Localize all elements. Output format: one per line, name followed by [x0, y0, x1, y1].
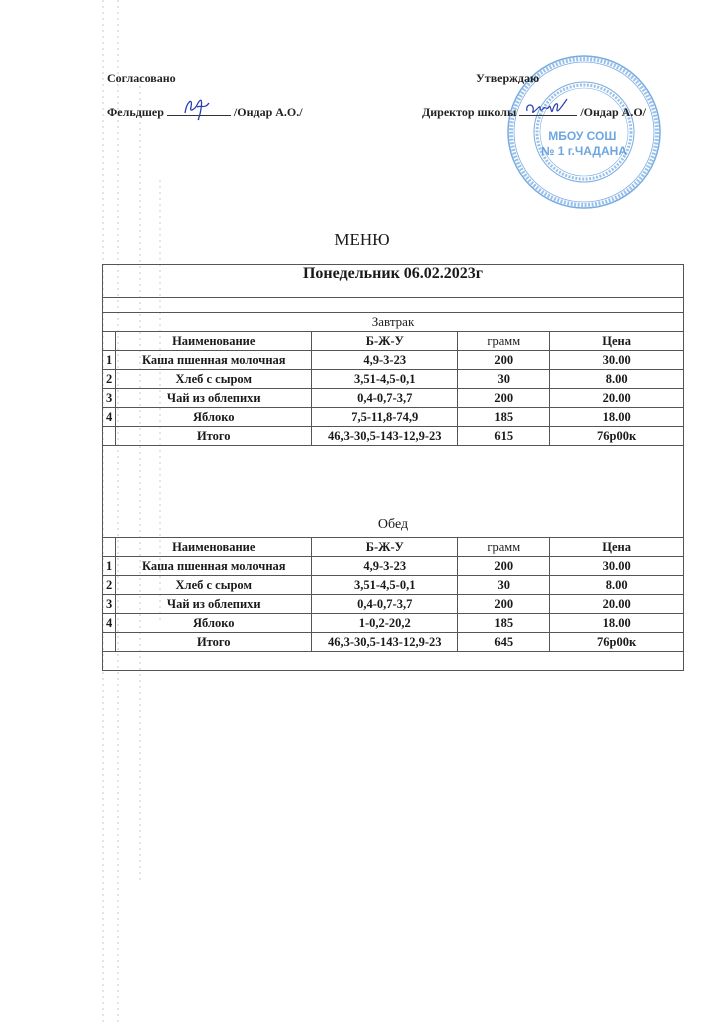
table-row: 3 Чай из облепихи 0,4-0,7-3,7 200 20.00 — [103, 389, 684, 408]
director-signature-line — [519, 103, 577, 116]
meal-heading-breakfast: Завтрак — [103, 313, 684, 332]
col-header-price: Цена — [550, 332, 684, 351]
medic-signature-line — [167, 103, 231, 116]
medic-name: /Ондар А.О./ — [233, 105, 303, 119]
director-name: /Ондар А.О/ — [580, 105, 646, 119]
director-label: Директор школы — [422, 105, 517, 119]
medic-approval — [107, 103, 303, 120]
medic-signature — [167, 91, 231, 121]
director-signature — [519, 95, 577, 121]
medic-label: Фельдшер — [107, 105, 164, 119]
meal-heading-lunch: Обед — [103, 446, 684, 538]
col-header-name: Наименование — [116, 538, 312, 557]
table-row: 3 Чай из облепихи 0,4-0,7-3,7 200 20.00 — [103, 595, 684, 614]
director-approval — [422, 103, 646, 120]
stamp-text: МБОУ СОШ № 1 г.ЧАДАНА — [541, 129, 627, 158]
table-header — [103, 538, 684, 557]
day-heading: Понедельник 06.02.2023г — [103, 265, 684, 298]
col-header-gram: грамм — [458, 332, 550, 351]
page-title: МЕНЮ — [334, 230, 390, 249]
table-row: 4 Яблоко 1-0,2-20,2 185 18.00 — [103, 614, 684, 633]
col-header-bju: Б-Ж-У — [312, 538, 458, 557]
col-header-price: Цена — [550, 538, 684, 557]
table-row: 1 Каша пшенная молочная 4,9-3-23 200 30.00 — [103, 557, 684, 576]
col-header-gram: грамм — [458, 538, 550, 557]
school-stamp — [484, 44, 684, 214]
table-row: 4 Яблоко 7,5-11,8-74,9 185 18.00 — [103, 408, 684, 427]
table-row: 1 Каша пшенная молочная 4,9-3-23 200 30.00 — [103, 351, 684, 370]
menu-table — [102, 264, 684, 671]
col-header-bju: Б-Ж-У — [312, 332, 458, 351]
table-header — [103, 332, 684, 351]
table-total-row: Итого 46,3-30,5-143-12,9-23 645 76р00к — [103, 633, 684, 652]
agreed-label: Согласовано — [107, 71, 176, 85]
table-total-row: Итого 46,3-30,5-143-12,9-23 615 76р00к — [103, 427, 684, 446]
col-header-name: Наименование — [116, 332, 312, 351]
table-row: 2 Хлеб с сыром 3,51-4,5-0,1 30 8.00 — [103, 370, 684, 389]
table-row: 2 Хлеб с сыром 3,51-4,5-0,1 30 8.00 — [103, 576, 684, 595]
approve-label: Утверждаю — [476, 71, 540, 85]
